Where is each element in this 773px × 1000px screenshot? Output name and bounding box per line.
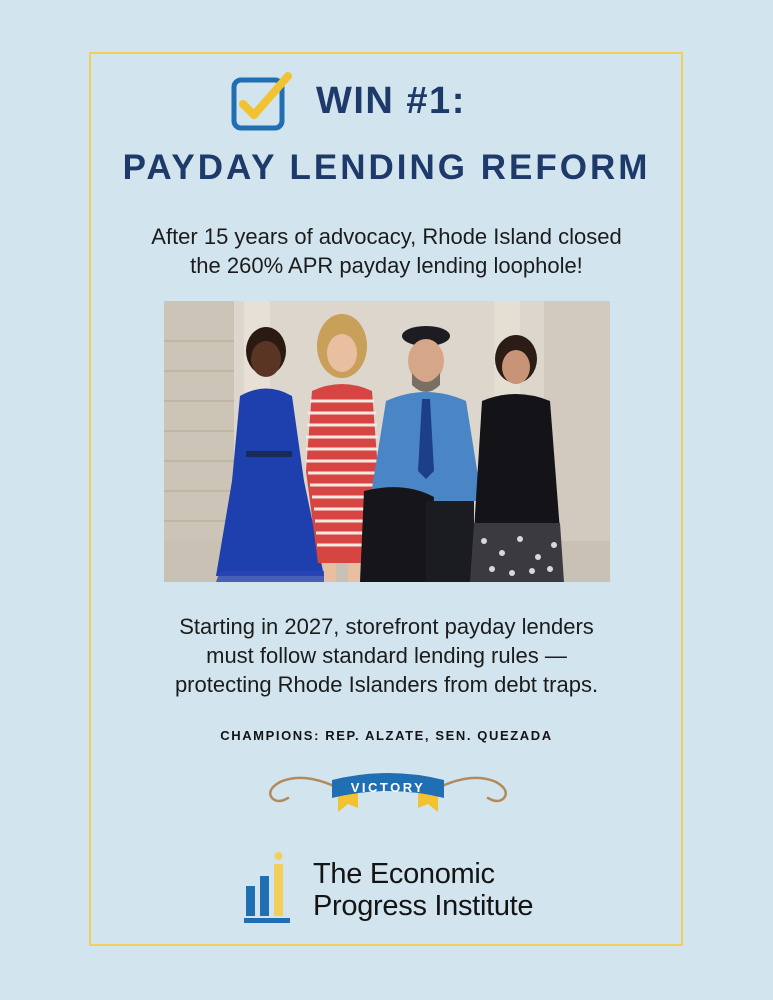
victory-ribbon-banner	[262, 768, 514, 816]
body-paragraph	[110, 612, 663, 699]
checkbox-checkmark-icon	[230, 70, 294, 132]
logo-line: Progress Institute	[313, 890, 534, 922]
logo-line: The Economic	[313, 858, 495, 890]
intro-paragraph	[110, 222, 663, 280]
champions-credit: CHAMPIONS: REP. ALZATE, SEN. QUEZADA	[220, 728, 553, 743]
body-line: must follow standard lending rules —	[206, 643, 567, 668]
epi-logo	[244, 852, 533, 924]
bar-chart-logo-icon	[244, 852, 294, 924]
victory-label: VICTORY	[350, 780, 426, 795]
logo-wordmark	[313, 858, 533, 922]
group-photo	[164, 301, 610, 582]
win-heading	[230, 70, 466, 132]
intro-line: After 15 years of advocacy, Rhode Island closed	[151, 224, 622, 249]
intro-line: the 260% APR payday lending loophole!	[190, 253, 583, 278]
group-photo-illustration	[164, 301, 610, 582]
body-line: Starting in 2027, storefront payday lenders	[179, 614, 594, 639]
body-line: protecting Rhode Islanders from debt traps.	[174, 672, 599, 697]
page-title: PAYDAY LENDING REFORM	[122, 148, 651, 187]
win-title: WIN #1:	[316, 79, 466, 122]
